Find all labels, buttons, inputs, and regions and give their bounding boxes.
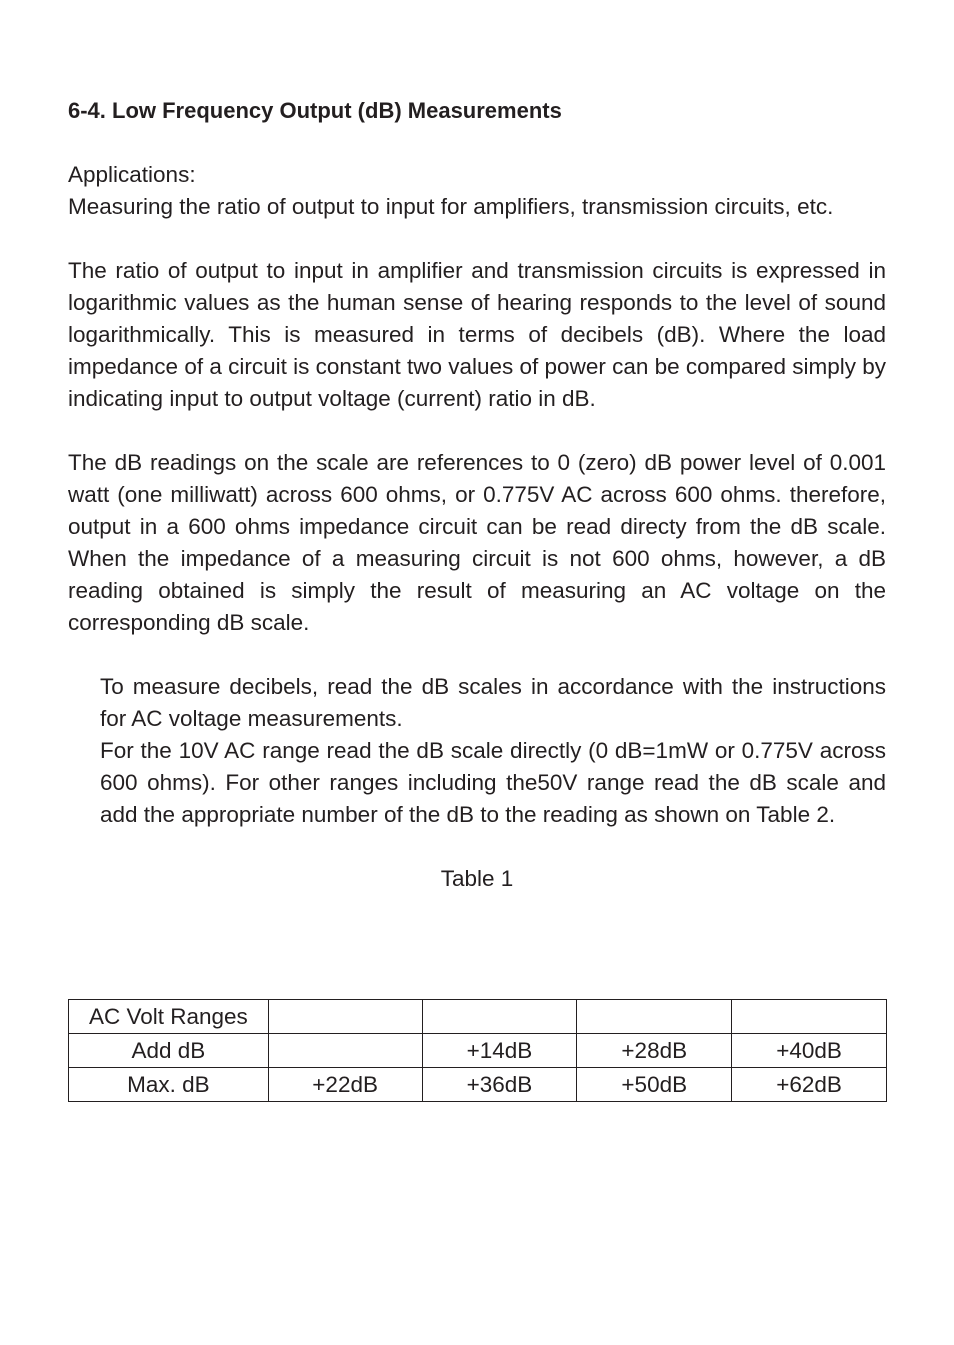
table-cell: +50dB [577,1068,732,1102]
table-cell: Max. dB [69,1068,269,1102]
table-cell [732,1000,887,1034]
db-ranges-table [68,999,887,1102]
table-cell: +40dB [732,1034,887,1068]
table-row [69,1000,887,1034]
table-cell [268,1000,422,1034]
table-cell: +14dB [422,1034,577,1068]
section-heading: 6-4. Low Frequency Output (dB) Measurements [68,98,562,123]
db-reference-paragraph: The dB readings on the scale are references to 0 (zero) dB power level of 0.001 watt (one milliwatt) across 600 ohms, or 0.775V AC across 600 ohms. therefore, output in a 600 ohms impedance circuit can be read directy from the dB scale. When the impedance of a measuring circuit is not 600 ohms, however, a dB reading obtained is simply the result of measuring an AC voltage on the corresponding dB scale. [68,450,886,635]
table-cell [268,1034,422,1068]
table-caption: Table 1 [440,866,514,891]
table-cell [422,1000,577,1034]
ratio-paragraph: The ratio of output to input in amplifier and transmission circuits is expressed in logarithmic values as the human sense of hearing responds to the level of sound logarithmically. This is measured in terms of decibels (dB). Where the load impedance of a circuit is constant two values of power can be compared simply by indicating input to output voltage (current) ratio in dB. [68,258,886,411]
table-cell: +22dB [268,1068,422,1102]
table-cell [577,1000,732,1034]
table-cell: +36dB [422,1068,577,1102]
table-cell: AC Volt Ranges [69,1000,269,1034]
table-row [69,1034,887,1068]
table-row [69,1068,887,1102]
instruction-ranges: For the 10V AC range read the dB scale directly (0 dB=1mW or 0.775V across 600 ohms). For other ranges including the50V range read the dB scale and add the appropriate number of the dB to the reading as shown on Table 2. [100,738,886,827]
manual-page [68,95,886,1097]
instruction-measure: To measure decibels, read the dB scales in accordance with the instructions for AC voltage measurements. [100,674,886,731]
applications-text: Measuring the ratio of output to input for amplifiers, transmission circuits, etc. [68,194,834,219]
instructions-block [68,671,886,831]
table-cell: +62dB [732,1068,887,1102]
table-cell: +28dB [577,1034,732,1068]
applications-label: Applications: [68,162,196,187]
table-cell: Add dB [69,1034,269,1068]
